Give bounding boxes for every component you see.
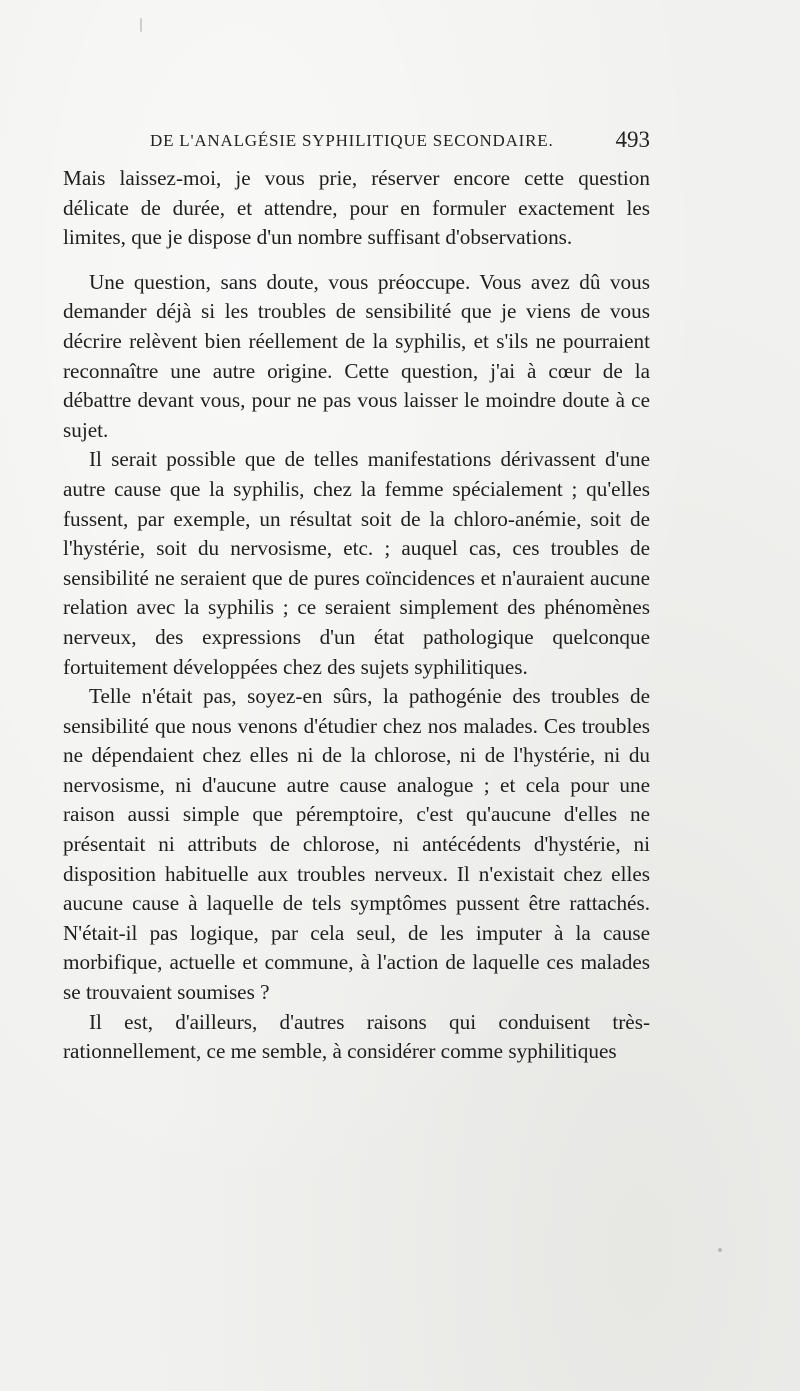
paragraph-3: Il serait possible que de telles manifestations dérivassent d'une autre cause que la syphilis, chez la femme spécialement ; qu'elles fussent, par exemple, un résultat soit de la chloro-anémie, soit de l'hystérie, soit du nervosisme, etc. ; auquel cas, ces troubles de sensibilité ne seraient que de pures coïncidences et n'auraient aucune relation avec la syphilis ; ce seraient simplement des phénomènes nerveux, des expressions d'un état pathologique quelconque fortuitement développées chez des sujets syphilitiques. <box>63 447 650 679</box>
paragraph-1: Mais laissez-moi, je vous prie, réserver encore cette question délicate de durée, et attendre, pour en formuler exactement les limites, que je dispose d'un nombre suffisant d'observations. <box>63 166 650 250</box>
paragraph-4: Telle n'était pas, soyez-en sûrs, la pathogénie des troubles de sensibilité que nous venons d'étudier chez nos malades. Ces troubles ne dépendaient chez elles ni de la chlorose, ni de l'hystérie, ni du nervosisme, ni d'aucune autre cause analogue ; et cela pour une raison aussi simple que péremptoire, c'est qu'aucune d'elles ne présentait ni attributs de chlorose, ni antécédents d'hystérie, ni disposition habituelle aux troubles nerveux. Il n'existait chez elles aucune cause à laquelle de tels symptômes pussent être rattachés. N'était-il pas logique, par cela seul, de les imputer à la cause morbifique, actuelle et commune, à l'action de laquelle ces malades se trouvaient soumises ? <box>63 684 650 1005</box>
running-title: DE L'ANALGÉSIE SYPHILITIQUE SECONDAIRE. <box>150 131 554 150</box>
page-number: 493 <box>615 127 650 152</box>
paragraph-2: Une question, sans doute, vous préoccupe. Vous avez dû vous demander déjà si les troubles de sensibilité que je viens de vous décrire relèvent bien réellement de la syphilis, et s'ils ne pourraient reconnaître une autre origine. Cette question, j'ai à cœur de la débattre devant vous, pour ne pas vous laisser le moindre doute à ce sujet. <box>63 269 650 442</box>
body-text <box>63 164 650 1067</box>
paragraph-5: Il est, d'ailleurs, d'autres raisons qui conduisent très-rationnellement, ce me semble, à considérer comme syphilitiques <box>63 1009 650 1064</box>
paper-speck <box>718 1248 722 1252</box>
paper-speck <box>140 18 142 32</box>
running-head <box>150 127 650 157</box>
